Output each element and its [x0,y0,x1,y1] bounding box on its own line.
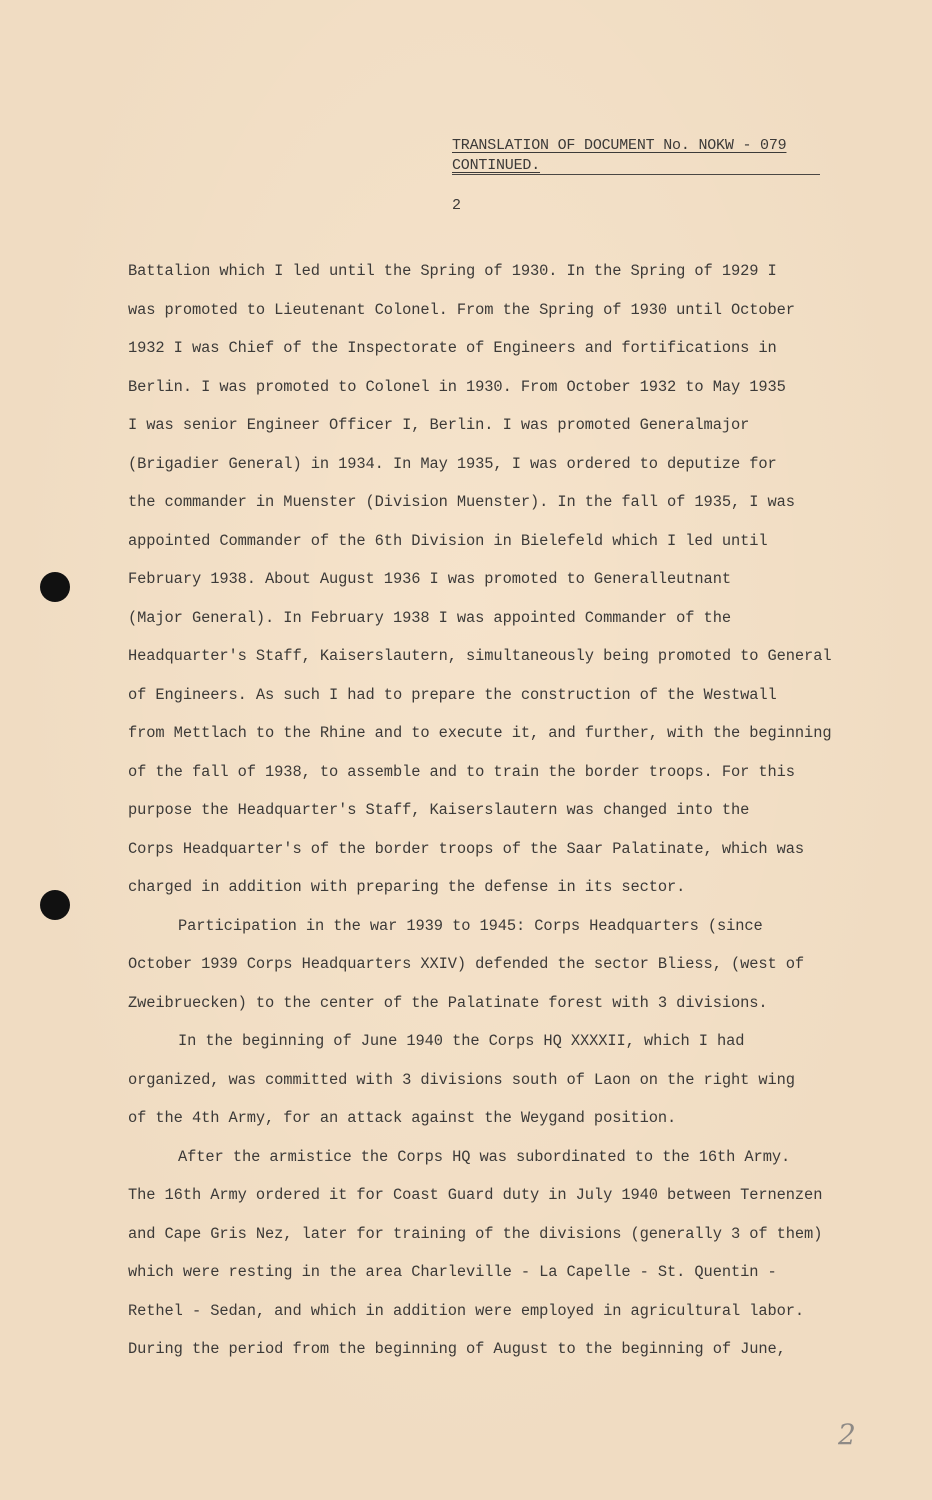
text-line: 1932 I was Chief of the Inspectorate of Engineers and fortifications in [128,339,777,357]
header-underline [452,174,820,175]
text-line: (Major General). In February 1938 I was appointed Commander of the [128,608,731,627]
text-line: which were resting in the area Charleville - La Capelle - St. Quentin - [128,1263,777,1281]
text-line: charged in addition with preparing the defense in its sector. [128,878,686,896]
text-line: organized, was committed with 3 divisions south of Laon on the right wing [128,1070,795,1089]
text-line: Headquarter's Staff, Kaiserslautern, simultaneously being promoted to General [128,647,832,665]
text-line: Participation in the war 1939 to 1945: Corps Headquarters (since [178,916,763,935]
document-header [452,136,820,176]
paragraph-3 [128,1022,873,1138]
text-line: In the beginning of June 1940 the Corps HQ XXXXII, which I had [178,1032,745,1050]
text-line: After the armistice the Corps HQ was subordinated to the 16th Army. [178,1147,791,1166]
text-line: (Brigadier General) in 1934. In May 1935, I was ordered to deputize for [128,454,777,473]
paragraph-4 [128,1138,873,1369]
text-line: the commander in Muenster (Division Muenster). In the fall of 1935, I was [128,493,795,511]
text-line: and Cape Gris Nez, later for training of the divisions (generally 3 of them) [128,1224,823,1243]
text-line: was promoted to Lieutenant Colonel. From the Spring of 1930 until October [128,300,795,319]
text-line: from Mettlach to the Rhine and to execute it, and further, with the beginning [128,724,832,742]
text-line: appointed Commander of the 6th Division in Bielefeld which I led until [128,531,768,550]
text-line: Battalion which I led until the Spring of 1930. In the Spring of 1929 I [128,262,777,280]
handwritten-page-mark: 2 [838,1418,856,1451]
text-line: Zweibruecken) to the center of the Palatinate forest with 3 divisions. [128,993,768,1012]
paragraph-1 [128,252,873,907]
body-text [128,252,873,1369]
text-line: Corps Headquarter's of the border troops of the Saar Palatinate, which was [128,839,805,858]
punch-hole [40,572,70,602]
page-number: 2 [452,197,462,214]
header-continued: CONTINUED. [452,157,541,174]
text-line: The 16th Army ordered it for Coast Guard duty in July 1940 between Ternenzen [128,1186,823,1204]
text-line: of the 4th Army, for an attack against the Weygand position. [128,1109,677,1127]
text-line: of Engineers. As such I had to prepare the construction of the Westwall [128,685,777,704]
header-title: TRANSLATION OF DOCUMENT No. NOKW - 079 [452,137,787,154]
text-line: Rethel - Sedan, and which in addition were employed in agricultural labor. [128,1301,805,1320]
text-line: October 1939 Corps Headquarters XXIV) defended the sector Bliess, (west of [128,955,805,973]
text-line: During the period from the beginning of August to the beginning of June, [128,1340,786,1358]
punch-hole [40,890,70,920]
text-line: I was senior Engineer Officer I, Berlin. I was promoted Generalmajor [128,416,750,434]
text-line: of the fall of 1938, to assemble and to train the border troops. For this [128,762,795,781]
text-line: purpose the Headquarter's Staff, Kaiserslautern was changed into the [128,801,750,819]
text-line: February 1938. About August 1936 I was promoted to Generalleutnant [128,570,731,588]
text-line: Berlin. I was promoted to Colonel in 1930. From October 1932 to May 1935 [128,377,786,396]
paragraph-2 [128,907,873,1023]
